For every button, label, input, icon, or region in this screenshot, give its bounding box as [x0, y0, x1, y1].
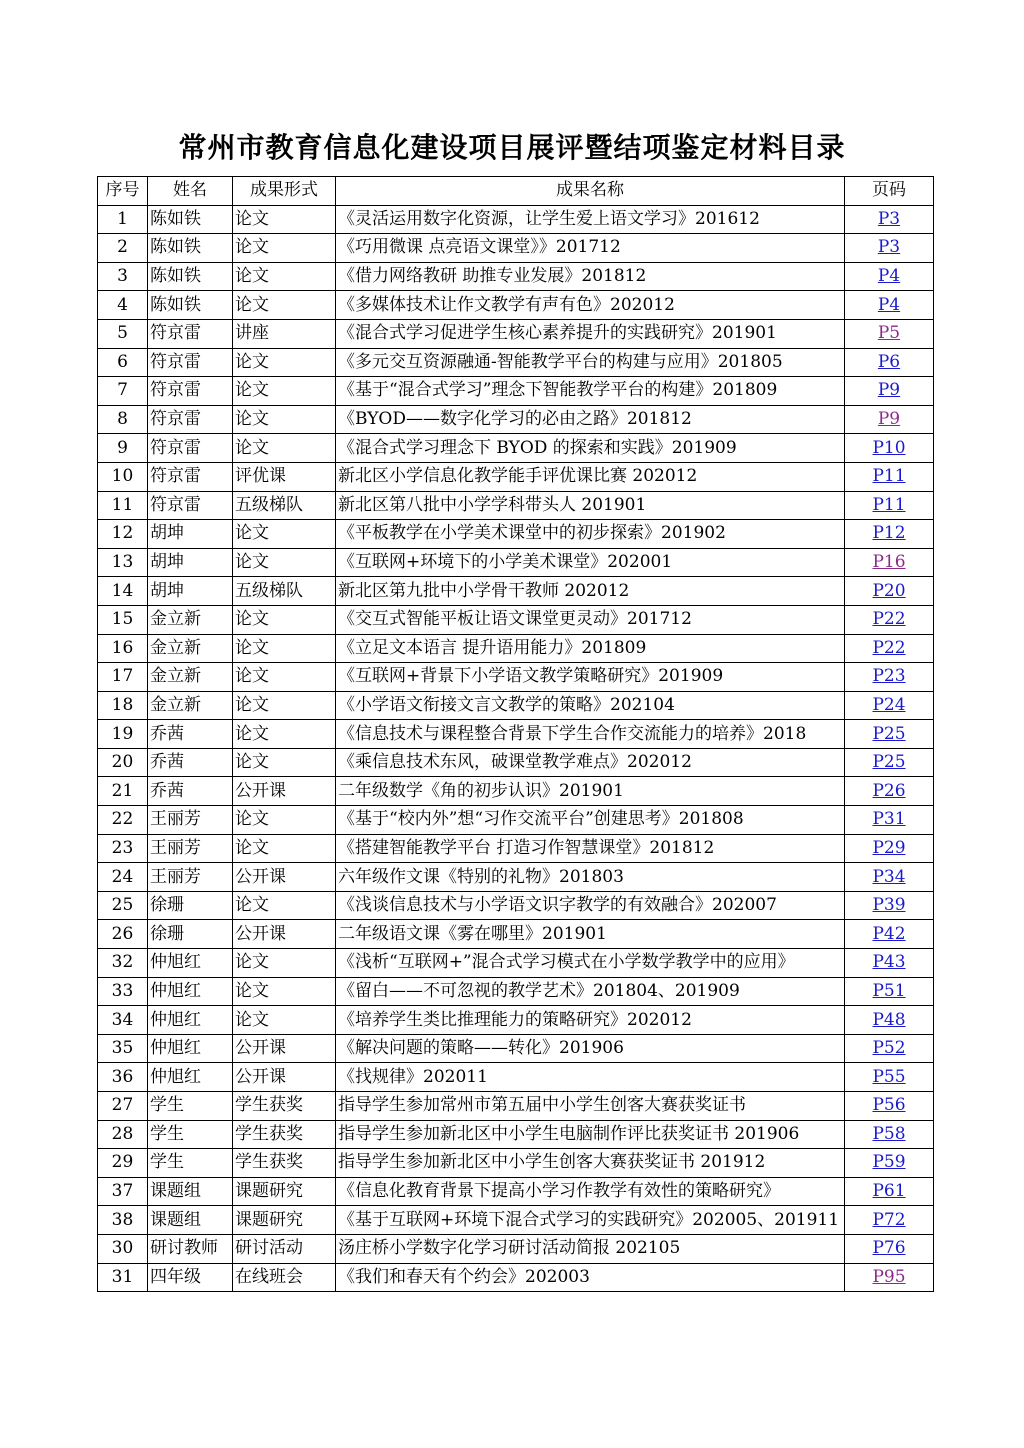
row-title: 新北区小学信息化教学能手评优课比赛 202012: [336, 462, 845, 491]
row-form: 论文: [233, 663, 336, 692]
row-form: 论文: [233, 977, 336, 1006]
row-title: 《多元交互资源融通-智能教学平台的构建与应用》201805: [336, 348, 845, 377]
row-author: 仲旭红: [148, 977, 233, 1006]
row-author: 胡坤: [148, 577, 233, 606]
row-number: 8: [98, 405, 148, 434]
table-row: [98, 491, 934, 520]
row-title: 《浅析“互联网+”混合式学习模式在小学数学教学中的应用》: [336, 949, 845, 978]
row-author: 乔茜: [148, 748, 233, 777]
row-author: 陈如铁: [148, 262, 233, 291]
row-number: 29: [98, 1149, 148, 1178]
row-number: 6: [98, 348, 148, 377]
row-title: 《多媒体技术让作文教学有声有色》202012: [336, 291, 845, 320]
row-page: [845, 1149, 934, 1178]
page-link[interactable]: P16: [872, 552, 906, 573]
row-author: 学生: [148, 1149, 233, 1178]
table-row: [98, 977, 934, 1006]
row-author: 徐珊: [148, 920, 233, 949]
table-row: [98, 605, 934, 634]
page-link[interactable]: P42: [872, 923, 906, 944]
row-number: 19: [98, 720, 148, 749]
row-number: 31: [98, 1263, 148, 1292]
page-link[interactable]: P59: [872, 1152, 906, 1173]
table-row: [98, 234, 934, 263]
row-page: [845, 977, 934, 1006]
row-number: 38: [98, 1206, 148, 1235]
row-number: 16: [98, 634, 148, 663]
table-row: [98, 462, 934, 491]
row-page: [845, 891, 934, 920]
row-number: 1: [98, 205, 148, 234]
row-author: 四年级: [148, 1263, 233, 1292]
row-title: 《立足文本语言 提升语用能力》201809: [336, 634, 845, 663]
row-author: 陈如铁: [148, 234, 233, 263]
table-row: [98, 1206, 934, 1235]
row-number: 5: [98, 319, 148, 348]
row-form: 研讨活动: [233, 1234, 336, 1263]
row-page: [845, 806, 934, 835]
row-page: [845, 1006, 934, 1035]
row-title: 《我们和春天有个约会》202003: [336, 1263, 845, 1292]
row-title: 指导学生参加常州市第五届中小学生创客大赛获奖证书: [336, 1092, 845, 1121]
row-form: 评优课: [233, 462, 336, 491]
page-link[interactable]: P22: [872, 609, 906, 630]
page-link[interactable]: P9: [877, 380, 901, 401]
row-author: 金立新: [148, 663, 233, 692]
row-author: 胡坤: [148, 520, 233, 549]
row-page: [845, 748, 934, 777]
page-link[interactable]: P11: [872, 466, 906, 487]
row-page: [845, 577, 934, 606]
row-page: [845, 863, 934, 892]
page-link[interactable]: P34: [872, 866, 906, 887]
row-number: 11: [98, 491, 148, 520]
document-title: 常州市教育信息化建设项目展评暨结项鉴定材料目录: [178, 131, 846, 164]
row-author: 王丽芳: [148, 834, 233, 863]
row-page: [845, 291, 934, 320]
row-page: [845, 834, 934, 863]
table-row: [98, 863, 934, 892]
table-row: [98, 262, 934, 291]
row-title: 《信息化教育背景下提高小学习作教学有效性的策略研究》: [336, 1177, 845, 1206]
page-link[interactable]: P22: [872, 637, 906, 658]
table-row: [98, 405, 934, 434]
page-link[interactable]: P48: [872, 1009, 906, 1030]
row-form: 论文: [233, 377, 336, 406]
row-number: 2: [98, 234, 148, 263]
row-page: [845, 1034, 934, 1063]
page-link[interactable]: P43: [872, 952, 906, 973]
page-link[interactable]: P95: [872, 1266, 906, 1287]
row-title: 《交互式智能平板让语文课堂更灵动》201712: [336, 605, 845, 634]
row-number: 22: [98, 806, 148, 835]
row-form: 论文: [233, 891, 336, 920]
row-author: 仲旭红: [148, 1006, 233, 1035]
row-number: 28: [98, 1120, 148, 1149]
page-link[interactable]: P25: [872, 723, 906, 744]
row-author: 仲旭红: [148, 1063, 233, 1092]
row-author: 陈如铁: [148, 291, 233, 320]
row-form: 论文: [233, 405, 336, 434]
row-form: 五级梯队: [233, 491, 336, 520]
row-number: 37: [98, 1177, 148, 1206]
table-row: [98, 1006, 934, 1035]
page-link[interactable]: P39: [872, 895, 906, 916]
row-form: 课题研究: [233, 1206, 336, 1235]
row-page: [845, 605, 934, 634]
row-title: 《培养学生类比推理能力的策略研究》202012: [336, 1006, 845, 1035]
row-title: 《BYOD——数字化学习的必由之路》201812: [336, 405, 845, 434]
row-form: 论文: [233, 1006, 336, 1035]
page-link[interactable]: P61: [872, 1181, 906, 1202]
table-row: [98, 520, 934, 549]
row-form: 论文: [233, 205, 336, 234]
table-row: [98, 634, 934, 663]
row-form: 论文: [233, 691, 336, 720]
row-number: 14: [98, 577, 148, 606]
page-link[interactable]: P55: [872, 1066, 906, 1087]
row-author: 符京雷: [148, 377, 233, 406]
row-number: 25: [98, 891, 148, 920]
row-form: 公开课: [233, 777, 336, 806]
header-no: 序号: [98, 177, 148, 206]
row-form: 论文: [233, 806, 336, 835]
table-row: [98, 920, 934, 949]
row-title: 《留白——不可忽视的教学艺术》201804、201909: [336, 977, 845, 1006]
row-page: [845, 663, 934, 692]
row-page: [845, 1063, 934, 1092]
row-number: 20: [98, 748, 148, 777]
row-number: 21: [98, 777, 148, 806]
page-link[interactable]: P29: [872, 837, 906, 858]
row-title: 《基于“校内外”想“习作交流平台”创建思考》201808: [336, 806, 845, 835]
row-author: 学生: [148, 1092, 233, 1121]
table-row: [98, 777, 934, 806]
row-author: 陈如铁: [148, 205, 233, 234]
row-page: [845, 634, 934, 663]
row-title: 《基于“混合式学习”理念下智能教学平台的构建》201809: [336, 377, 845, 406]
row-form: 论文: [233, 520, 336, 549]
row-author: 徐珊: [148, 891, 233, 920]
row-form: 论文: [233, 548, 336, 577]
page-link[interactable]: P6: [877, 351, 901, 372]
row-number: 30: [98, 1234, 148, 1263]
row-form: 在线班会: [233, 1263, 336, 1292]
row-number: 9: [98, 434, 148, 463]
page-link[interactable]: P4: [877, 294, 901, 315]
row-author: 王丽芳: [148, 863, 233, 892]
row-page: [845, 377, 934, 406]
page-link[interactable]: P25: [872, 752, 906, 773]
row-author: 研讨教师: [148, 1234, 233, 1263]
row-number: 34: [98, 1006, 148, 1035]
row-author: 符京雷: [148, 462, 233, 491]
row-title: 《灵活运用数字化资源，让学生爱上语文学习》201612: [336, 205, 845, 234]
table-row: [98, 548, 934, 577]
row-number: 33: [98, 977, 148, 1006]
row-page: [845, 1263, 934, 1292]
row-author: 金立新: [148, 634, 233, 663]
row-form: 论文: [233, 348, 336, 377]
table-row: [98, 319, 934, 348]
row-page: [845, 520, 934, 549]
page-link[interactable]: P12: [872, 523, 906, 544]
page-link[interactable]: P76: [872, 1238, 906, 1259]
row-author: 符京雷: [148, 434, 233, 463]
row-page: [845, 234, 934, 263]
row-form: 公开课: [233, 863, 336, 892]
row-page: [845, 205, 934, 234]
row-author: 胡坤: [148, 548, 233, 577]
row-form: 讲座: [233, 319, 336, 348]
table-row: [98, 1149, 934, 1178]
page-link[interactable]: P4: [877, 266, 901, 287]
table-row: [98, 1092, 934, 1121]
page-link[interactable]: P3: [877, 237, 901, 258]
row-page: [845, 319, 934, 348]
page-link[interactable]: P10: [872, 437, 906, 458]
row-page: [845, 1120, 934, 1149]
table-row: [98, 806, 934, 835]
header-row: [98, 177, 934, 206]
row-author: 王丽芳: [148, 806, 233, 835]
table-row: [98, 1063, 934, 1092]
row-title: 新北区第八批中小学学科带头人 201901: [336, 491, 845, 520]
row-title: 《浅谈信息技术与小学语文识字教学的有效融合》202007: [336, 891, 845, 920]
row-page: [845, 720, 934, 749]
table-row: [98, 1263, 934, 1292]
row-form: 公开课: [233, 1063, 336, 1092]
row-title: 二年级数学《角的初步认识》201901: [336, 777, 845, 806]
row-form: 课题研究: [233, 1177, 336, 1206]
row-page: [845, 405, 934, 434]
row-page: [845, 691, 934, 720]
row-author: 金立新: [148, 691, 233, 720]
row-number: 17: [98, 663, 148, 692]
row-title: 《搭建智能教学平台 打造习作智慧课堂》201812: [336, 834, 845, 863]
page-link[interactable]: P23: [872, 666, 906, 687]
row-author: 金立新: [148, 605, 233, 634]
page-link[interactable]: P56: [872, 1095, 906, 1116]
row-author: 仲旭红: [148, 949, 233, 978]
row-number: 26: [98, 920, 148, 949]
row-page: [845, 548, 934, 577]
row-page: [845, 434, 934, 463]
row-number: 23: [98, 834, 148, 863]
table-row: [98, 834, 934, 863]
page-link[interactable]: P26: [872, 780, 906, 801]
table-row: [98, 748, 934, 777]
page-link[interactable]: P3: [877, 208, 901, 229]
row-author: 符京雷: [148, 319, 233, 348]
row-number: 35: [98, 1034, 148, 1063]
page-link[interactable]: P31: [872, 809, 906, 830]
row-form: 论文: [233, 262, 336, 291]
row-form: 五级梯队: [233, 577, 336, 606]
row-title: 《基于互联网+环境下混合式学习的实践研究》202005、201911: [336, 1206, 845, 1235]
row-author: 课题组: [148, 1206, 233, 1235]
row-number: 7: [98, 377, 148, 406]
table-row: [98, 577, 934, 606]
table-row: [98, 891, 934, 920]
row-author: 符京雷: [148, 405, 233, 434]
row-number: 15: [98, 605, 148, 634]
table-row: [98, 377, 934, 406]
row-author: 乔茜: [148, 720, 233, 749]
row-title: 《平板教学在小学美术课堂中的初步探索》201902: [336, 520, 845, 549]
row-number: 27: [98, 1092, 148, 1121]
row-title: 《借力网络教研 助推专业发展》201812: [336, 262, 845, 291]
row-form: 论文: [233, 720, 336, 749]
row-title: 《小学语文衔接文言文教学的策略》202104: [336, 691, 845, 720]
row-page: [845, 1092, 934, 1121]
row-title: 指导学生参加新北区中小学生电脑制作评比获奖证书 201906: [336, 1120, 845, 1149]
row-title: 《解决问题的策略——转化》201906: [336, 1034, 845, 1063]
row-page: [845, 1206, 934, 1235]
row-number: 3: [98, 262, 148, 291]
row-title: 新北区第九批中小学骨干教师 202012: [336, 577, 845, 606]
table-row: [98, 1120, 934, 1149]
header-title: 成果名称: [336, 177, 845, 206]
table-row: [98, 1177, 934, 1206]
row-title: 《混合式学习理念下 BYOD 的探索和实践》201909: [336, 434, 845, 463]
row-title: 二年级语文课《雾在哪里》201901: [336, 920, 845, 949]
row-page: [845, 920, 934, 949]
row-number: 36: [98, 1063, 148, 1092]
row-author: 学生: [148, 1120, 233, 1149]
row-title: 《互联网+环境下的小学美术课堂》202001: [336, 548, 845, 577]
page-link[interactable]: P11: [872, 494, 906, 515]
row-page: [845, 1177, 934, 1206]
row-title: 汤庄桥小学数字化学习研讨活动简报 202105: [336, 1234, 845, 1263]
row-title: 《混合式学习促进学生核心素养提升的实践研究》201901: [336, 319, 845, 348]
page-link[interactable]: P9: [877, 409, 901, 430]
row-page: [845, 262, 934, 291]
row-form: 学生获奖: [233, 1149, 336, 1178]
page-link[interactable]: P52: [872, 1038, 906, 1059]
row-number: 24: [98, 863, 148, 892]
table-row: [98, 1234, 934, 1263]
row-number: 13: [98, 548, 148, 577]
table-row: [98, 720, 934, 749]
row-author: 课题组: [148, 1177, 233, 1206]
header-form: 成果形式: [233, 177, 336, 206]
table-row: [98, 348, 934, 377]
row-page: [845, 348, 934, 377]
table-body: [98, 205, 934, 1292]
table-row: [98, 434, 934, 463]
table-row: [98, 205, 934, 234]
row-title: 《乘信息技术东风，破课堂教学难点》202012: [336, 748, 845, 777]
row-title: 《找规律》202011: [336, 1063, 845, 1092]
table-row: [98, 291, 934, 320]
header-page: 页码: [845, 177, 934, 206]
table-row: [98, 663, 934, 692]
row-form: 学生获奖: [233, 1120, 336, 1149]
row-form: 论文: [233, 949, 336, 978]
row-form: 学生获奖: [233, 1092, 336, 1121]
table-row: [98, 1034, 934, 1063]
row-form: 论文: [233, 605, 336, 634]
row-page: [845, 949, 934, 978]
row-form: 论文: [233, 634, 336, 663]
row-author: 乔茜: [148, 777, 233, 806]
page-link[interactable]: P24: [872, 694, 906, 715]
row-page: [845, 777, 934, 806]
row-title: 六年级作文课《特别的礼物》201803: [336, 863, 845, 892]
row-number: 10: [98, 462, 148, 491]
row-number: 18: [98, 691, 148, 720]
page-link[interactable]: P20: [872, 580, 906, 601]
row-author: 仲旭红: [148, 1034, 233, 1063]
row-page: [845, 1234, 934, 1263]
row-page: [845, 491, 934, 520]
page-link[interactable]: P72: [872, 1209, 906, 1230]
row-title: 《巧用微课 点亮语文课堂》》201712: [336, 234, 845, 263]
row-form: 公开课: [233, 1034, 336, 1063]
header-name: 姓名: [148, 177, 233, 206]
catalog-table: [97, 176, 934, 1292]
table-row: [98, 691, 934, 720]
row-page: [845, 462, 934, 491]
row-title: 《互联网+背景下小学语文教学策略研究》201909: [336, 663, 845, 692]
page-link[interactable]: P58: [872, 1123, 906, 1144]
row-form: 论文: [233, 748, 336, 777]
row-number: 12: [98, 520, 148, 549]
row-title: 《信息技术与课程整合背景下学生合作交流能力的培养》2018: [336, 720, 845, 749]
page-link[interactable]: P5: [877, 323, 901, 344]
row-title: 指导学生参加新北区中小学生创客大赛获奖证书 201912: [336, 1149, 845, 1178]
row-form: 论文: [233, 434, 336, 463]
row-author: 符京雷: [148, 491, 233, 520]
row-form: 论文: [233, 834, 336, 863]
row-number: 4: [98, 291, 148, 320]
row-author: 符京雷: [148, 348, 233, 377]
row-form: 公开课: [233, 920, 336, 949]
page-link[interactable]: P51: [872, 980, 906, 1001]
row-form: 论文: [233, 234, 336, 263]
row-form: 论文: [233, 291, 336, 320]
row-number: 32: [98, 949, 148, 978]
table-row: [98, 949, 934, 978]
